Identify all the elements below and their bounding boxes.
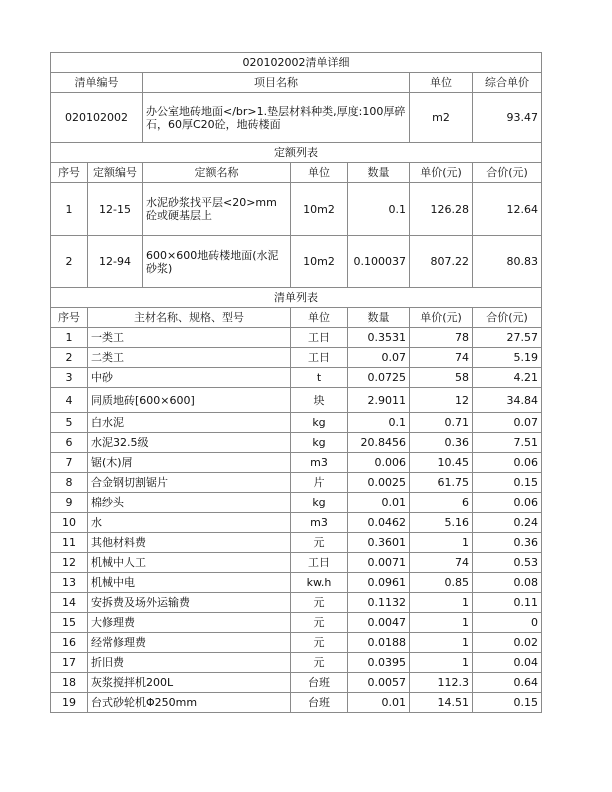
quota-no-header: 序号 (51, 163, 88, 183)
quota-qty: 0.100037 (348, 236, 410, 288)
material-no: 13 (51, 573, 88, 593)
material-name: 白水泥 (88, 413, 291, 433)
material-no: 17 (51, 653, 88, 673)
material-header-row (51, 308, 542, 328)
material-no: 16 (51, 633, 88, 653)
material-price: 10.45 (410, 453, 473, 473)
material-unit: kw.h (291, 573, 348, 593)
material-qty: 2.9011 (348, 388, 410, 413)
material-name: 水 (88, 513, 291, 533)
material-unit: 元 (291, 613, 348, 633)
quota-row (51, 183, 542, 236)
material-total: 4.21 (473, 368, 542, 388)
material-row (51, 613, 542, 633)
quota-unit: 10m2 (291, 236, 348, 288)
material-price: 78 (410, 328, 473, 348)
material-total: 0.36 (473, 533, 542, 553)
material-row (51, 653, 542, 673)
quota-section-title: 定额列表 (51, 143, 542, 163)
material-no: 8 (51, 473, 88, 493)
material-qty: 0.1 (348, 413, 410, 433)
material-unit: 工日 (291, 348, 348, 368)
bill-row (51, 93, 542, 143)
material-total: 0.06 (473, 493, 542, 513)
material-name: 安拆费及场外运输费 (88, 593, 291, 613)
material-name: 一类工 (88, 328, 291, 348)
material-unit-header: 单位 (291, 308, 348, 328)
material-price: 74 (410, 348, 473, 368)
material-name: 同质地砖[600×600] (88, 388, 291, 413)
material-row (51, 328, 542, 348)
material-name: 灰浆搅拌机200L (88, 673, 291, 693)
material-no: 3 (51, 368, 88, 388)
material-price: 1 (410, 533, 473, 553)
material-row (51, 533, 542, 553)
material-price: 1 (410, 653, 473, 673)
material-total: 0.04 (473, 653, 542, 673)
quota-qty-header: 数量 (348, 163, 410, 183)
material-unit: 片 (291, 473, 348, 493)
material-row (51, 433, 542, 453)
material-qty: 0.3601 (348, 533, 410, 553)
material-qty-header: 数量 (348, 308, 410, 328)
quota-unit: 10m2 (291, 183, 348, 236)
material-name: 锯(木)屑 (88, 453, 291, 473)
material-qty: 0.0395 (348, 653, 410, 673)
material-row (51, 493, 542, 513)
quota-code-header: 定额编号 (88, 163, 143, 183)
material-total: 0.02 (473, 633, 542, 653)
material-name: 其他材料费 (88, 533, 291, 553)
material-row (51, 593, 542, 613)
material-total: 0.15 (473, 473, 542, 493)
material-no: 14 (51, 593, 88, 613)
quota-header-row (51, 163, 542, 183)
material-price: 0.71 (410, 413, 473, 433)
quota-unit-header: 单位 (291, 163, 348, 183)
material-price: 6 (410, 493, 473, 513)
material-no: 4 (51, 388, 88, 413)
material-qty: 0.006 (348, 453, 410, 473)
material-total: 34.84 (473, 388, 542, 413)
material-total: 0.64 (473, 673, 542, 693)
material-total: 27.57 (473, 328, 542, 348)
bill-header-row (51, 73, 542, 93)
material-qty: 0.0725 (348, 368, 410, 388)
material-no: 12 (51, 553, 88, 573)
material-name-header: 主材名称、规格、型号 (88, 308, 291, 328)
bill-detail-table (50, 52, 542, 713)
quota-name: 水泥砂浆找平层<20>mm砼或硬基层上 (143, 183, 291, 236)
material-unit: m3 (291, 513, 348, 533)
material-unit: 台班 (291, 673, 348, 693)
table-title: 020102002清单详细 (51, 53, 542, 73)
material-qty: 20.8456 (348, 433, 410, 453)
quota-no: 1 (51, 183, 88, 236)
material-total: 5.19 (473, 348, 542, 368)
material-price: 61.75 (410, 473, 473, 493)
material-no: 2 (51, 348, 88, 368)
material-qty: 0.0025 (348, 473, 410, 493)
material-name: 经常修理费 (88, 633, 291, 653)
material-row (51, 388, 542, 413)
material-total: 0 (473, 613, 542, 633)
quota-total: 80.83 (473, 236, 542, 288)
material-no: 15 (51, 613, 88, 633)
material-name: 二类工 (88, 348, 291, 368)
material-name: 折旧费 (88, 653, 291, 673)
bill-price: 93.47 (473, 93, 542, 143)
material-qty: 0.07 (348, 348, 410, 368)
quota-price: 807.22 (410, 236, 473, 288)
material-unit: 台班 (291, 693, 348, 713)
material-no: 18 (51, 673, 88, 693)
material-qty: 0.0462 (348, 513, 410, 533)
material-name: 棉纱头 (88, 493, 291, 513)
quota-name-header: 定额名称 (143, 163, 291, 183)
material-row (51, 368, 542, 388)
quota-row (51, 236, 542, 288)
material-qty: 0.0961 (348, 573, 410, 593)
material-row (51, 453, 542, 473)
material-price: 58 (410, 368, 473, 388)
material-no: 7 (51, 453, 88, 473)
material-price: 1 (410, 593, 473, 613)
material-name: 台式砂轮机Φ250mm (88, 693, 291, 713)
material-unit: 元 (291, 633, 348, 653)
quota-qty: 0.1 (348, 183, 410, 236)
material-unit: t (291, 368, 348, 388)
material-unit: 元 (291, 653, 348, 673)
bill-price-header: 综合单价 (473, 73, 542, 93)
material-qty: 0.01 (348, 493, 410, 513)
material-unit: 工日 (291, 328, 348, 348)
material-price: 12 (410, 388, 473, 413)
quota-code: 12-94 (88, 236, 143, 288)
material-price: 112.3 (410, 673, 473, 693)
material-row (51, 413, 542, 433)
material-row (51, 673, 542, 693)
bill-unit-header: 单位 (410, 73, 473, 93)
material-unit: kg (291, 433, 348, 453)
material-qty: 0.0047 (348, 613, 410, 633)
quota-price-header: 单价(元) (410, 163, 473, 183)
material-unit: 元 (291, 533, 348, 553)
bill-code-header: 清单编号 (51, 73, 143, 93)
material-name: 大修理费 (88, 613, 291, 633)
material-price: 1 (410, 633, 473, 653)
material-qty: 0.0071 (348, 553, 410, 573)
material-qty: 0.0188 (348, 633, 410, 653)
quota-no: 2 (51, 236, 88, 288)
material-row (51, 573, 542, 593)
material-name: 水泥32.5级 (88, 433, 291, 453)
quota-name: 600×600地砖楼地面(水泥砂浆) (143, 236, 291, 288)
bill-unit: m2 (410, 93, 473, 143)
material-row (51, 693, 542, 713)
material-total: 0.07 (473, 413, 542, 433)
material-no: 19 (51, 693, 88, 713)
material-name: 机械中电 (88, 573, 291, 593)
quota-code: 12-15 (88, 183, 143, 236)
material-row (51, 348, 542, 368)
material-total: 0.15 (473, 693, 542, 713)
material-qty: 0.1132 (348, 593, 410, 613)
material-no-header: 序号 (51, 308, 88, 328)
material-price: 14.51 (410, 693, 473, 713)
material-price: 0.36 (410, 433, 473, 453)
material-row (51, 513, 542, 533)
material-name: 机械中人工 (88, 553, 291, 573)
material-total: 0.06 (473, 453, 542, 473)
material-total: 0.53 (473, 553, 542, 573)
material-no: 11 (51, 533, 88, 553)
material-qty: 0.0057 (348, 673, 410, 693)
material-unit: 块 (291, 388, 348, 413)
material-no: 9 (51, 493, 88, 513)
material-row (51, 553, 542, 573)
material-row (51, 473, 542, 493)
material-total: 7.51 (473, 433, 542, 453)
material-price-header: 单价(元) (410, 308, 473, 328)
material-unit: kg (291, 413, 348, 433)
material-section-title: 清单列表 (51, 288, 542, 308)
material-total: 0.08 (473, 573, 542, 593)
material-no: 6 (51, 433, 88, 453)
quota-total-header: 合价(元) (473, 163, 542, 183)
material-name: 合金钢切割锯片 (88, 473, 291, 493)
material-no: 10 (51, 513, 88, 533)
bill-name: 办公室地砖地面</br>1.垫层材料种类,厚度:100厚碎石，60厚C20砼，地砖楼面 (143, 93, 410, 143)
material-unit: m3 (291, 453, 348, 473)
material-row (51, 633, 542, 653)
material-total: 0.24 (473, 513, 542, 533)
material-unit: 元 (291, 593, 348, 613)
material-total-header: 合价(元) (473, 308, 542, 328)
bill-name-header: 项目名称 (143, 73, 410, 93)
material-total: 0.11 (473, 593, 542, 613)
quota-total: 12.64 (473, 183, 542, 236)
material-no: 5 (51, 413, 88, 433)
material-no: 1 (51, 328, 88, 348)
material-qty: 0.01 (348, 693, 410, 713)
material-price: 5.16 (410, 513, 473, 533)
bill-code: 020102002 (51, 93, 143, 143)
material-price: 0.85 (410, 573, 473, 593)
material-qty: 0.3531 (348, 328, 410, 348)
material-price: 1 (410, 613, 473, 633)
quota-price: 126.28 (410, 183, 473, 236)
material-name: 中砂 (88, 368, 291, 388)
material-unit: 工日 (291, 553, 348, 573)
material-unit: kg (291, 493, 348, 513)
material-price: 74 (410, 553, 473, 573)
